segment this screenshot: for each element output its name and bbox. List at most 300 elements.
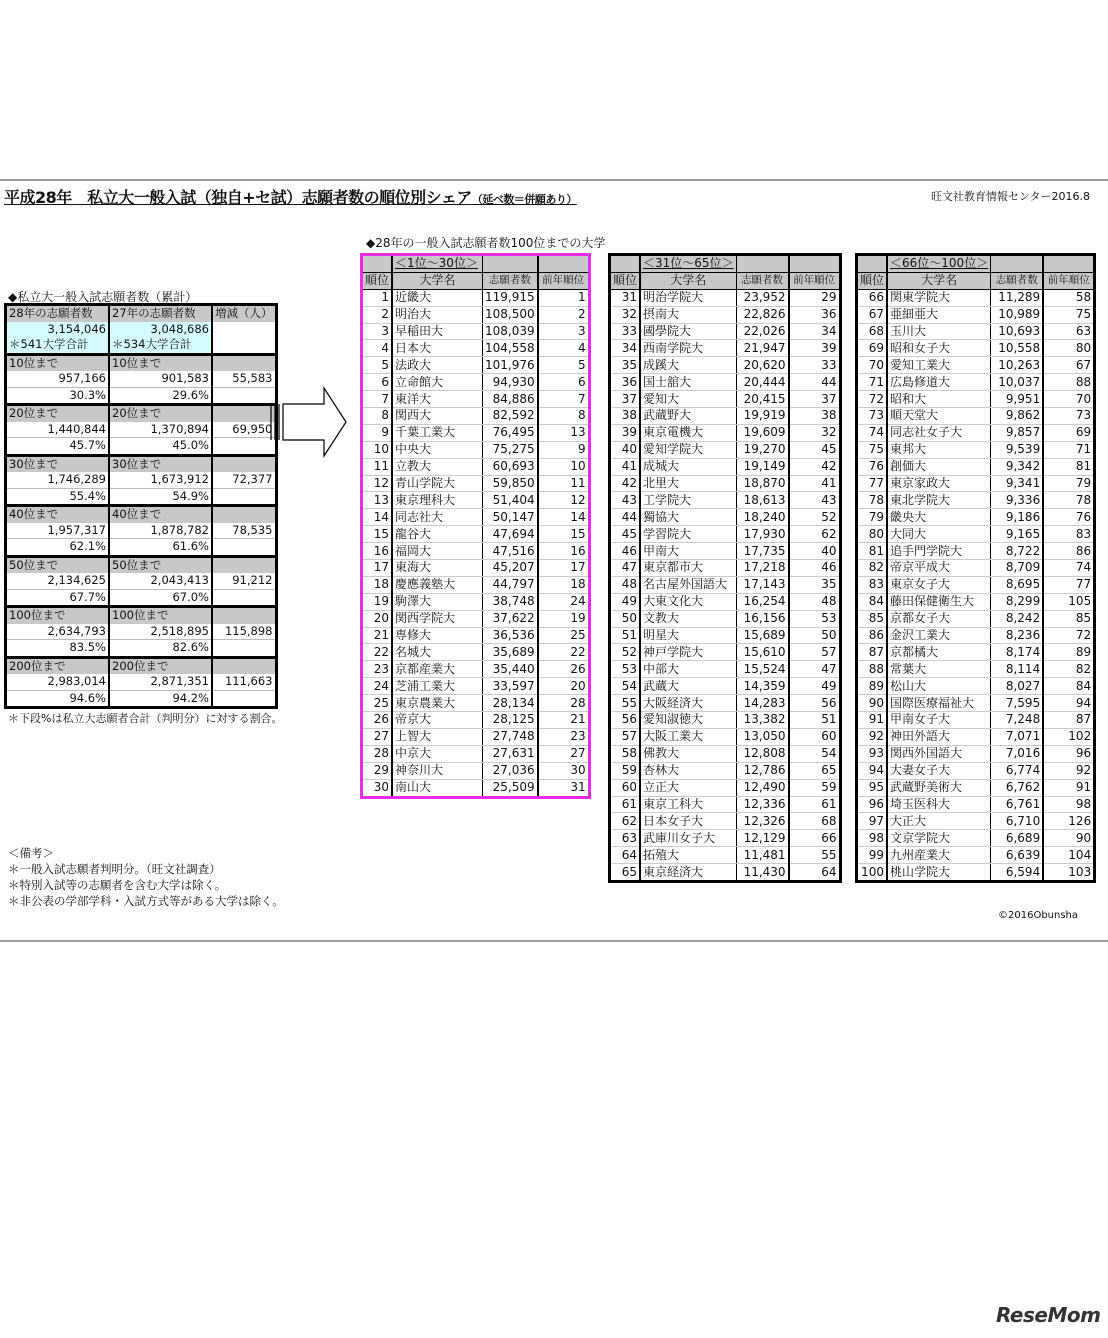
block-percent-row [6, 387, 277, 405]
column-header-row [362, 272, 590, 289]
university-name: 常葉大 [887, 661, 991, 678]
table-row [362, 458, 590, 475]
copyright: ©2016Obunsha [998, 910, 1079, 921]
table-row [857, 661, 1095, 678]
applicant-count: 19,609 [736, 424, 789, 441]
prev-rank: 33 [789, 357, 841, 374]
cumulative-table [4, 303, 278, 709]
table-row [610, 661, 841, 678]
university-name: 大阪工業大 [640, 728, 736, 745]
table-row [610, 745, 841, 762]
page-title [4, 185, 577, 208]
applicant-count: 17,735 [736, 543, 789, 560]
count-diff: 55,583 [212, 371, 276, 387]
rank-cell: 51 [610, 627, 641, 644]
rank-cell: 83 [857, 576, 888, 593]
applicant-count: 12,336 [736, 796, 789, 813]
block-percent-row [6, 438, 277, 456]
table-row [857, 391, 1095, 408]
prev-rank: 50 [789, 627, 841, 644]
count-27: 2,043,413 [109, 573, 212, 589]
table-row [610, 644, 841, 661]
applicant-count: 59,850 [483, 475, 538, 492]
top-rule [0, 179, 1108, 181]
rank-cell: 73 [857, 408, 888, 425]
rank-cell: 13 [362, 492, 393, 509]
prev-rank: 42 [789, 458, 841, 475]
prev-rank: 19 [538, 610, 590, 627]
rank-cell: 77 [857, 475, 888, 492]
prev-rank: 92 [1043, 762, 1095, 779]
table-row [362, 408, 590, 425]
percent-diff [212, 488, 276, 506]
table-row [362, 560, 590, 577]
university-name: 昭和女子大 [887, 340, 991, 357]
range-label: ＜1位～30位＞ [392, 255, 483, 273]
count-diff: 78,535 [212, 523, 276, 539]
table-row [857, 830, 1095, 847]
table-row [610, 408, 841, 425]
university-name: 同志社女子大 [887, 424, 991, 441]
university-name: 神田外語大 [887, 728, 991, 745]
prev-rank: 72 [1043, 627, 1095, 644]
rank-cell: 20 [362, 610, 393, 627]
applicant-count: 14,283 [736, 695, 789, 712]
ranking-table [360, 253, 591, 799]
prev-rank: 26 [538, 661, 590, 678]
prev-rank: 87 [1043, 712, 1095, 729]
block-label-row [6, 607, 277, 624]
rank-cell: 26 [362, 712, 393, 729]
table-row [857, 864, 1095, 882]
table-row [857, 813, 1095, 830]
university-name: 東洋大 [392, 391, 483, 408]
prev-rank: 65 [789, 762, 841, 779]
university-name: 玉川大 [887, 323, 991, 340]
table-row [610, 492, 841, 509]
table-row [610, 289, 841, 306]
prev-rank: 69 [1043, 424, 1095, 441]
rank-cell: 74 [857, 424, 888, 441]
rank-cell: 63 [610, 830, 641, 847]
prev-rank: 28 [538, 695, 590, 712]
column-header-row [857, 272, 1095, 289]
col-header-diff: 増減（人） [212, 305, 276, 322]
block-label-row [6, 556, 277, 573]
applicant-count: 10,558 [991, 340, 1044, 357]
applicant-count: 19,919 [736, 408, 789, 425]
prev-rank: 10 [538, 458, 590, 475]
prev-rank: 3 [538, 323, 590, 340]
applicant-count: 12,326 [736, 813, 789, 830]
total-note-28: ＊541大学合計 [6, 337, 110, 354]
table-row [610, 357, 841, 374]
block-label-28: 10位まで [6, 354, 110, 371]
prev-rank: 68 [789, 813, 841, 830]
rank-cell: 82 [857, 560, 888, 577]
university-name: 日本女子大 [640, 813, 736, 830]
applicant-count: 51,404 [483, 492, 538, 509]
applicant-count: 7,595 [991, 695, 1044, 712]
applicant-count: 8,027 [991, 678, 1044, 695]
range-header-row [610, 255, 841, 273]
applicant-count: 35,440 [483, 661, 538, 678]
applicant-count: 44,797 [483, 576, 538, 593]
university-name: 近畿大 [392, 289, 483, 306]
table-row [362, 391, 590, 408]
rank-cell: 64 [610, 847, 641, 864]
university-name: 松山大 [887, 678, 991, 695]
applicant-count: 12,490 [736, 779, 789, 796]
table-row [362, 762, 590, 779]
table-row [610, 796, 841, 813]
applicant-count: 35,689 [483, 644, 538, 661]
block-percent-row [6, 589, 277, 607]
applicant-count: 9,341 [991, 475, 1044, 492]
block-count-row [6, 624, 277, 640]
table-row [362, 627, 590, 644]
table-row [610, 509, 841, 526]
rank-cell: 97 [857, 813, 888, 830]
university-name: 龍谷大 [392, 526, 483, 543]
table-row [362, 745, 590, 762]
block-label-row [6, 506, 277, 523]
applicant-count: 82,592 [483, 408, 538, 425]
university-name: 東北学院大 [887, 492, 991, 509]
applicant-count: 6,762 [991, 779, 1044, 796]
percent-27: 67.0% [109, 589, 212, 607]
prev-rank: 75 [1043, 306, 1095, 323]
table-row [857, 306, 1095, 323]
block-label-27: 40位まで [109, 506, 212, 523]
prev-rank: 31 [538, 779, 590, 797]
prev-rank: 82 [1043, 661, 1095, 678]
prev-rank: 71 [1043, 441, 1095, 458]
university-name: 福岡大 [392, 543, 483, 560]
rank-cell: 95 [857, 779, 888, 796]
applicant-count: 9,539 [991, 441, 1044, 458]
rank-cell: 40 [610, 441, 641, 458]
university-name: 文教大 [640, 610, 736, 627]
table-row [857, 796, 1095, 813]
applicant-count: 47,694 [483, 526, 538, 543]
prev-rank: 47 [789, 661, 841, 678]
prev-rank: 53 [789, 610, 841, 627]
note-item: ＊特別入試等の志願者を含む大学は除く。 [8, 878, 227, 892]
header-blank [736, 255, 789, 273]
count-diff: 69,950 [212, 422, 276, 438]
rank-cell: 55 [610, 695, 641, 712]
applicant-count: 22,026 [736, 323, 789, 340]
university-name: 中部大 [640, 661, 736, 678]
rank-cell: 54 [610, 678, 641, 695]
university-name: 甲南大 [640, 543, 736, 560]
ranking-table-1-30 [360, 253, 591, 799]
university-name: 名古屋外国語大 [640, 576, 736, 593]
prev-rank: 9 [538, 441, 590, 458]
table-row [610, 543, 841, 560]
applicant-count: 9,862 [991, 408, 1044, 425]
prev-rank: 59 [789, 779, 841, 796]
rank-cell: 29 [362, 762, 393, 779]
col-header-28: 28年の志願者数 [6, 305, 110, 322]
prev-rank: 67 [1043, 357, 1095, 374]
percent-diff [212, 589, 276, 607]
applicant-count: 17,930 [736, 526, 789, 543]
prev-rank: 84 [1043, 678, 1095, 695]
prev-rank: 44 [789, 374, 841, 391]
applicant-count: 12,808 [736, 745, 789, 762]
block-label-diff [212, 506, 276, 523]
col-prev-rank: 前年順位 [538, 272, 590, 289]
prev-rank: 17 [538, 560, 590, 577]
rank-cell: 50 [610, 610, 641, 627]
range-label: ＜66位～100位＞ [887, 255, 991, 273]
count-diff: 111,663 [212, 674, 276, 690]
university-name: 南山大 [392, 779, 483, 797]
table-row [362, 306, 590, 323]
percent-27: 61.6% [109, 539, 212, 557]
col-applicants: 志願者数 [483, 272, 538, 289]
applicant-count: 28,134 [483, 695, 538, 712]
table-row [610, 458, 841, 475]
university-name: 國學院大 [640, 323, 736, 340]
applicant-count: 8,242 [991, 610, 1044, 627]
prev-rank: 12 [538, 492, 590, 509]
rank-cell: 37 [610, 391, 641, 408]
prev-rank: 102 [1043, 728, 1095, 745]
prev-rank: 90 [1043, 830, 1095, 847]
rank-cell: 85 [857, 610, 888, 627]
table-row [610, 475, 841, 492]
university-name: 追手門学院大 [887, 543, 991, 560]
university-name: 関西外国語大 [887, 745, 991, 762]
prev-rank: 4 [538, 340, 590, 357]
table-row [857, 475, 1095, 492]
university-name: 京都女子大 [887, 610, 991, 627]
university-name: 金沢工業大 [887, 627, 991, 644]
university-name: 大正大 [887, 813, 991, 830]
rank-cell: 90 [857, 695, 888, 712]
count-27: 1,673,912 [109, 472, 212, 488]
university-name: 東京都市大 [640, 560, 736, 577]
table-row [857, 593, 1095, 610]
university-name: 青山学院大 [392, 475, 483, 492]
header-blank [789, 255, 841, 273]
block-label-diff [212, 607, 276, 624]
table-row [610, 424, 841, 441]
prev-rank: 74 [1043, 560, 1095, 577]
table-row [610, 576, 841, 593]
university-name: 東京女子大 [887, 576, 991, 593]
block-label-27: 10位まで [109, 354, 212, 371]
header-blank [483, 255, 538, 273]
prev-rank: 73 [1043, 408, 1095, 425]
percent-27: 45.0% [109, 438, 212, 456]
table-row [610, 306, 841, 323]
rank-cell: 3 [362, 323, 393, 340]
rank-cell: 10 [362, 441, 393, 458]
table-row [362, 695, 590, 712]
rank-cell: 86 [857, 627, 888, 644]
applicant-count: 37,622 [483, 610, 538, 627]
rank-cell: 45 [610, 526, 641, 543]
applicant-count: 15,689 [736, 627, 789, 644]
applicant-count: 60,693 [483, 458, 538, 475]
prev-rank: 41 [789, 475, 841, 492]
table-row [857, 340, 1095, 357]
applicant-count: 94,930 [483, 374, 538, 391]
col-university: 大学名 [392, 272, 483, 289]
prev-rank: 49 [789, 678, 841, 695]
rank-cell: 8 [362, 408, 393, 425]
note-item: ＊非公表の学部学科・入試方式等がある大学は除く。 [8, 894, 284, 908]
table-row [610, 864, 841, 882]
prev-rank: 14 [538, 509, 590, 526]
applicant-count: 18,613 [736, 492, 789, 509]
prev-rank: 64 [789, 864, 841, 882]
range-header-row [362, 255, 590, 273]
block-count-row [6, 573, 277, 589]
table-row [362, 728, 590, 745]
count-28: 1,957,317 [6, 523, 110, 539]
prev-rank: 30 [538, 762, 590, 779]
bottom-rule [0, 940, 1108, 942]
table-row [362, 509, 590, 526]
university-name: 摂南大 [640, 306, 736, 323]
applicant-count: 50,147 [483, 509, 538, 526]
percent-diff [212, 438, 276, 456]
applicant-count: 12,786 [736, 762, 789, 779]
applicant-count: 10,693 [991, 323, 1044, 340]
applicant-count: 6,710 [991, 813, 1044, 830]
table-row [610, 323, 841, 340]
rank-cell: 84 [857, 593, 888, 610]
count-27: 2,871,351 [109, 674, 212, 690]
applicant-count: 10,989 [991, 306, 1044, 323]
prev-rank: 22 [538, 644, 590, 661]
rank-cell: 100 [857, 864, 888, 882]
resemom-logo: ReseMom [996, 1303, 1101, 1327]
rank-cell: 43 [610, 492, 641, 509]
table-row [362, 340, 590, 357]
block-count-row [6, 371, 277, 387]
total-diff [212, 322, 276, 338]
applicant-count: 76,495 [483, 424, 538, 441]
count-28: 2,134,625 [6, 573, 110, 589]
prev-rank: 18 [538, 576, 590, 593]
table-row [857, 357, 1095, 374]
percent-28: 83.5% [6, 640, 110, 658]
applicant-count: 11,289 [991, 289, 1044, 306]
rank-cell: 62 [610, 813, 641, 830]
university-name: 帝京大 [392, 712, 483, 729]
rank-cell: 46 [610, 543, 641, 560]
prev-rank: 8 [538, 408, 590, 425]
block-label-28: 30位まで [6, 455, 110, 472]
applicant-count: 108,039 [483, 323, 538, 340]
table-row [362, 357, 590, 374]
block-label-row [6, 657, 277, 674]
prev-rank: 54 [789, 745, 841, 762]
table-row [610, 526, 841, 543]
block-label-row [6, 405, 277, 422]
table-row [857, 576, 1095, 593]
ranking-table [855, 253, 1096, 883]
prev-rank: 45 [789, 441, 841, 458]
block-percent-row [6, 690, 277, 708]
prev-rank: 36 [789, 306, 841, 323]
prev-rank: 56 [789, 695, 841, 712]
applicant-count: 16,254 [736, 593, 789, 610]
applicant-count: 12,129 [736, 830, 789, 847]
rank-cell: 9 [362, 424, 393, 441]
rank-cell: 48 [610, 576, 641, 593]
table-row [857, 441, 1095, 458]
rank-cell: 14 [362, 509, 393, 526]
prev-rank: 52 [789, 509, 841, 526]
header-blank [991, 255, 1044, 273]
prev-rank: 5 [538, 357, 590, 374]
university-name: 愛知工業大 [887, 357, 991, 374]
col-prev-rank: 前年順位 [1043, 272, 1095, 289]
applicant-count: 75,275 [483, 441, 538, 458]
count-27: 901,583 [109, 371, 212, 387]
rank-cell: 68 [857, 323, 888, 340]
prev-rank: 104 [1043, 847, 1095, 864]
rank-cell: 59 [610, 762, 641, 779]
table-row [362, 779, 590, 797]
university-name: 北里大 [640, 475, 736, 492]
university-name: 大阪経済大 [640, 695, 736, 712]
block-label-27: 100位まで [109, 607, 212, 624]
rank-cell: 52 [610, 644, 641, 661]
university-name: 駒澤大 [392, 593, 483, 610]
rank-cell: 35 [610, 357, 641, 374]
university-name: 東海大 [392, 560, 483, 577]
rank-cell: 4 [362, 340, 393, 357]
university-name: 同志社大 [392, 509, 483, 526]
university-name: 順天堂大 [887, 408, 991, 425]
total-note-27: ＊534大学合計 [109, 337, 212, 354]
col-university: 大学名 [640, 272, 736, 289]
university-name: 甲南女子大 [887, 712, 991, 729]
applicant-count: 21,947 [736, 340, 789, 357]
applicant-count: 13,382 [736, 712, 789, 729]
university-name: 法政大 [392, 357, 483, 374]
block-label-diff [212, 455, 276, 472]
count-28: 957,166 [6, 371, 110, 387]
organization-label: 旺文社教育情報センター2016.8 [930, 190, 1090, 203]
applicant-count: 20,444 [736, 374, 789, 391]
university-name: 立正大 [640, 779, 736, 796]
university-name: 明治大 [392, 306, 483, 323]
prev-rank: 126 [1043, 813, 1095, 830]
table-row [857, 543, 1095, 560]
rank-cell: 66 [857, 289, 888, 306]
ranking-title: ◆28年の一般入試志願者数100位までの大学 [366, 236, 606, 250]
rank-cell: 81 [857, 543, 888, 560]
prev-rank: 16 [538, 543, 590, 560]
ranking-table [608, 253, 842, 883]
prev-rank: 37 [789, 391, 841, 408]
table-row [362, 526, 590, 543]
applicant-count: 8,695 [991, 576, 1044, 593]
count-28: 2,634,793 [6, 624, 110, 640]
rank-cell: 6 [362, 374, 393, 391]
applicant-count: 8,709 [991, 560, 1044, 577]
prev-rank: 61 [789, 796, 841, 813]
